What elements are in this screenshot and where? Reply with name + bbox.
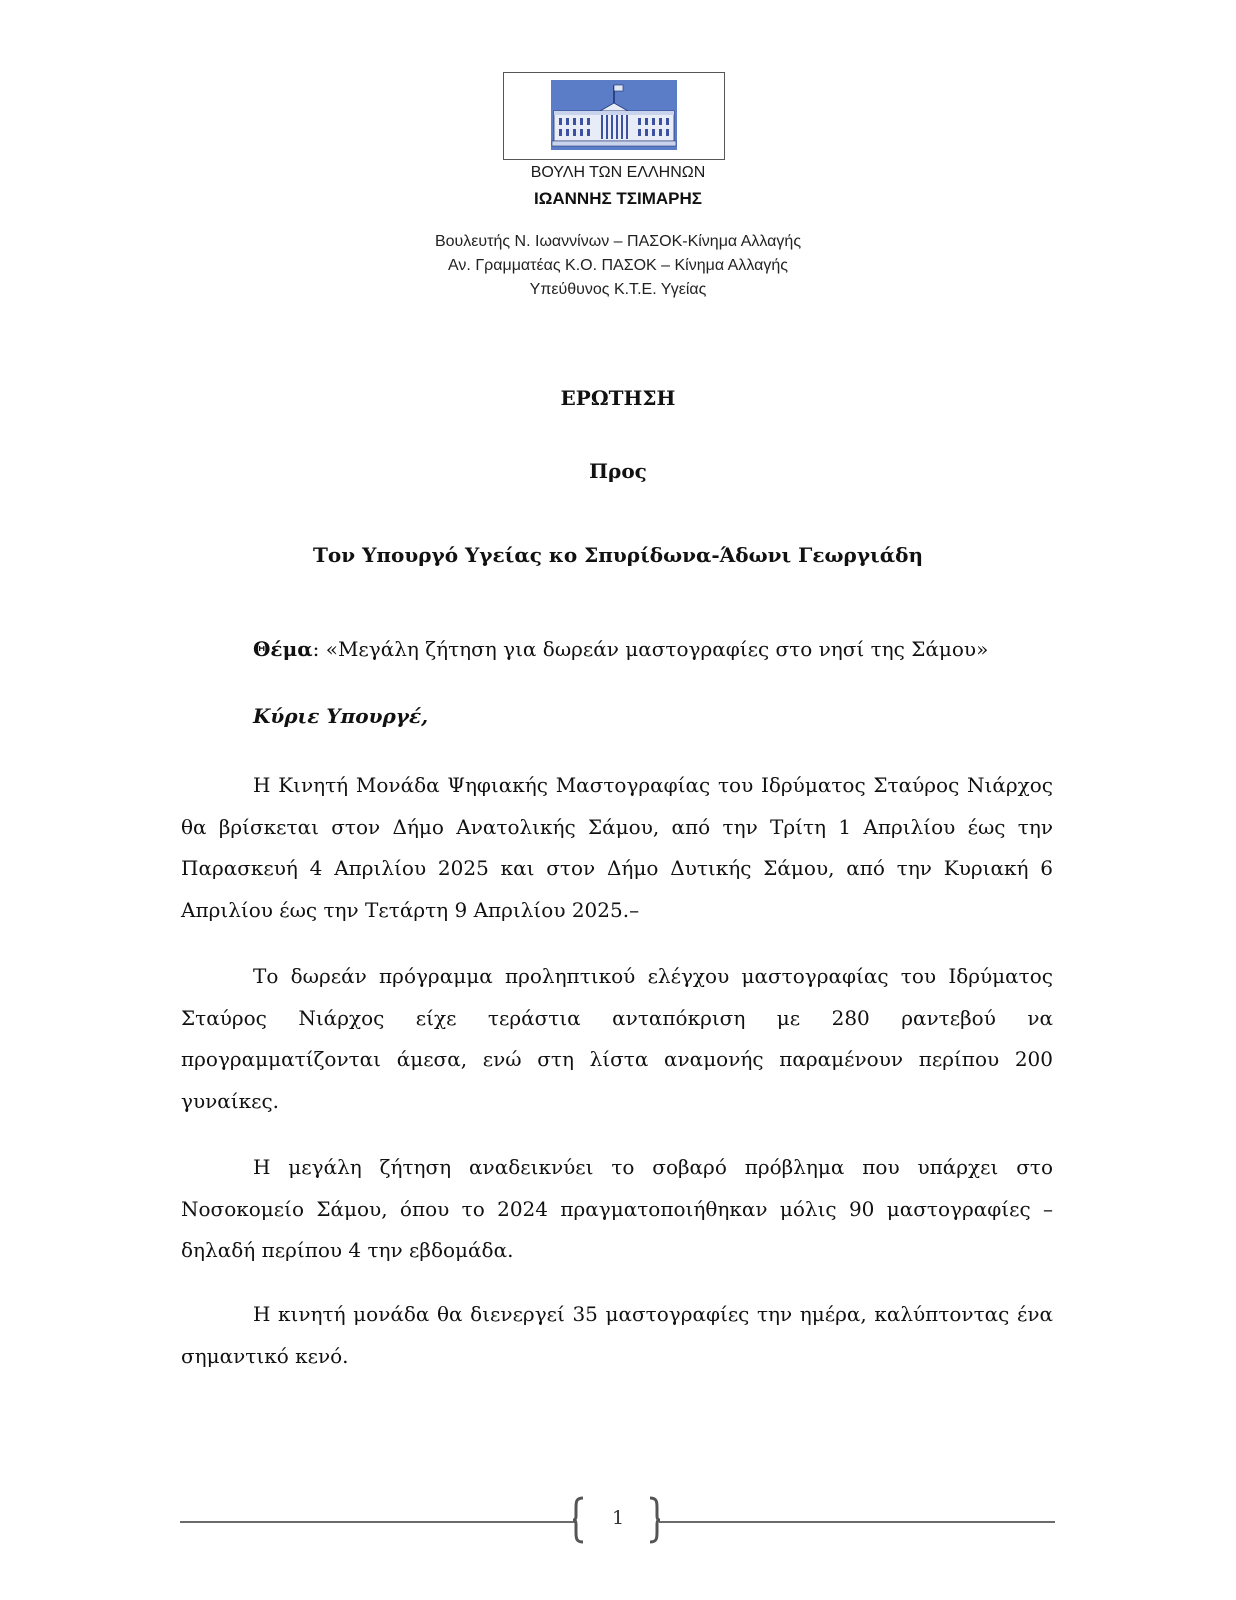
body-paragraph: Η μεγάλη ζήτηση αναδεικνύει το σοβαρό πρόβλημα που υπάρχει στο Νοσοκομείο Σάμου, όπου το 2024 πραγματοποιήθηκαν μόλις 90 μαστογραφίες – δηλαδή περίπου 4 την εβδομάδα.	[181, 1155, 1053, 1263]
mp-role-line: Αν. Γραμματέας Κ.Ο. ΠΑΣΟΚ – Κίνημα Αλλαγής	[448, 257, 788, 274]
mp-role-line: Βουλευτής Ν. Ιωαννίνων – ΠΑΣΟΚ-Κίνημα Αλλαγής	[434, 233, 802, 250]
document-type-heading: ΕΡΩΤΗΣΗ	[560, 386, 676, 410]
body-paragraph: Η Κινητή Μονάδα Ψηφιακής Μαστογραφίας του Ιδρύματος Σταύρος Νιάρχος θα βρίσκεται στον Δήμο Ανατολικής Σάμου, από την Τρίτη 1 Απριλίου έως την Παρασκευή 4 Απριλίου 2025 και στον Δήμο Δυτικής Σάμου, από την Κυριακή 6 Απριλίου έως την Τετάρτη 9 Απριλίου 2025.–	[181, 773, 1053, 923]
body-paragraph: Το δωρεάν πρόγραμμα προληπτικού ελέγχου μαστογραφίας του Ιδρύματος Σταύρος Νιάρχος είχε τεράστια ανταπόκριση με 280 ραντεβού να προγραμματίζονται άμεσα, ενώ στη λίστα αναμονής παραμένουν περίπου 200 γυναίκες.	[181, 964, 1053, 1114]
mp-role-line: Υπεύθυνος Κ.Τ.Ε. Υγείας	[529, 281, 707, 298]
parliament-building-icon	[504, 73, 724, 159]
body-paragraph: Η κινητή μονάδα θα διενεργεί 35 μαστογραφίες την ημέρα, καλύπτοντας ένα σημαντικό κενό.	[181, 1302, 1053, 1368]
subject-line	[253, 637, 988, 661]
footer-rule-left	[180, 1521, 575, 1523]
subject-text: : «Μεγάλη ζήτηση για δωρεάν μαστογραφίες στο νησί της Σάμου»	[312, 637, 989, 661]
footer-rule-right	[659, 1521, 1055, 1523]
subject-label: Θέμα	[253, 637, 313, 661]
parliament-name: ΒΟΥΛΗ ΤΩΝ ΕΛΛΗΝΩΝ	[530, 164, 706, 181]
page-number: 1	[611, 1507, 625, 1529]
to-label: Προς	[589, 459, 647, 483]
salutation: Κύριε Υπουργέ,	[253, 704, 429, 728]
parliament-logo	[503, 72, 725, 160]
mp-name: ΙΩΑΝΝΗΣ ΤΣΙΜΑΡΗΣ	[534, 189, 702, 208]
recipient-line: Τον Υπουργό Υγείας κο Σπυρίδωνα-Άδωνι Γεωργιάδη	[313, 543, 923, 567]
